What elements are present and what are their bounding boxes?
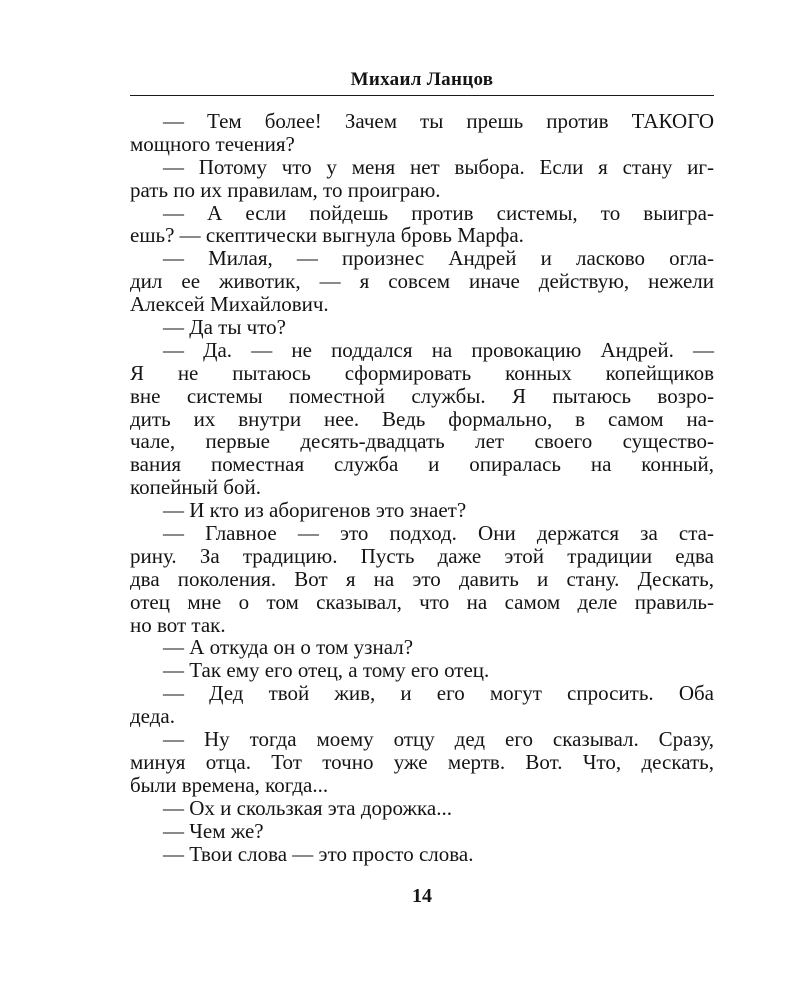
text-line: — А если пойдешь против системы, то выигра- — [163, 200, 714, 225]
text-line: ешь? — скептически выгнула бровь Марфа. — [130, 223, 524, 248]
text-line: — Главное — это подход. Они держатся за ста- — [163, 521, 714, 546]
text-line: Я не пытаюсь сформировать конных копейщиков — [130, 360, 714, 385]
text-line: мощного течения? — [130, 131, 295, 156]
text-line: вне системы поместной службы. Я пытаюсь возро- — [130, 383, 714, 408]
text-line: чале, первые десять-двадцать лет своего существо- — [130, 429, 714, 454]
text-line: рину. За традицию. Пусть даже этой традиции едва — [130, 543, 714, 568]
text-line: — И кто из аборигенов это знает? — [163, 498, 467, 523]
text-line: дить их внутри нее. Ведь формально, в самом на- — [130, 406, 714, 431]
text-line: копейный бой. — [130, 475, 261, 500]
text-line: — Ну тогда моему отцу дед его сказывал. Сразу, — [163, 727, 714, 752]
text-line: два поколения. Вот я на это давить и стану. Дескать, — [130, 566, 714, 591]
text-line: дил ее животик, — я совсем иначе действую, нежели — [130, 269, 714, 294]
running-title: Михаил Ланцов — [350, 69, 494, 90]
text-line: — Твои слова — это просто слова. — [163, 841, 474, 866]
text-line: но вот так. — [130, 612, 226, 637]
text-line: минуя отца. Тот точно уже мертв. Вот. Что, дескать, — [130, 749, 714, 774]
text-line: — Милая, — произнес Андрей и ласково огла- — [163, 246, 714, 271]
text-line: Алексей Михайлович. — [130, 292, 329, 317]
page-number: 14 — [412, 885, 432, 907]
text-line: — Потому что у меня нет выбора. Если я стану иг- — [163, 154, 714, 179]
text-line: — Ох и скользкая эта дорожка... — [163, 795, 452, 820]
page-body-text — [130, 110, 714, 865]
text-line: отец мне о том сказывал, что на самом деле правиль- — [130, 589, 714, 614]
text-line: — Да. — не поддался на провокацию Андрей. — — [163, 337, 714, 362]
text-line: деда. — [130, 704, 175, 729]
text-line: рать по их правилам, то проиграю. — [130, 177, 441, 202]
text-line: вания поместная служба и опиралась на конный, — [130, 452, 714, 477]
text-line: были времена, когда... — [130, 772, 329, 797]
text-line: — Так ему его отец, а тому его отец. — [163, 658, 490, 683]
text-line: — Дед твой жив, и его могут спросить. Оба — [163, 681, 714, 706]
text-line: — Да ты что? — [163, 315, 286, 340]
text-line: — А откуда он о том узнал? — [163, 635, 414, 660]
text-line: — Чем же? — [163, 818, 264, 843]
header-rule — [130, 95, 714, 96]
text-line: — Тем более! Зачем ты прешь против ТАКОГО — [163, 109, 714, 133]
